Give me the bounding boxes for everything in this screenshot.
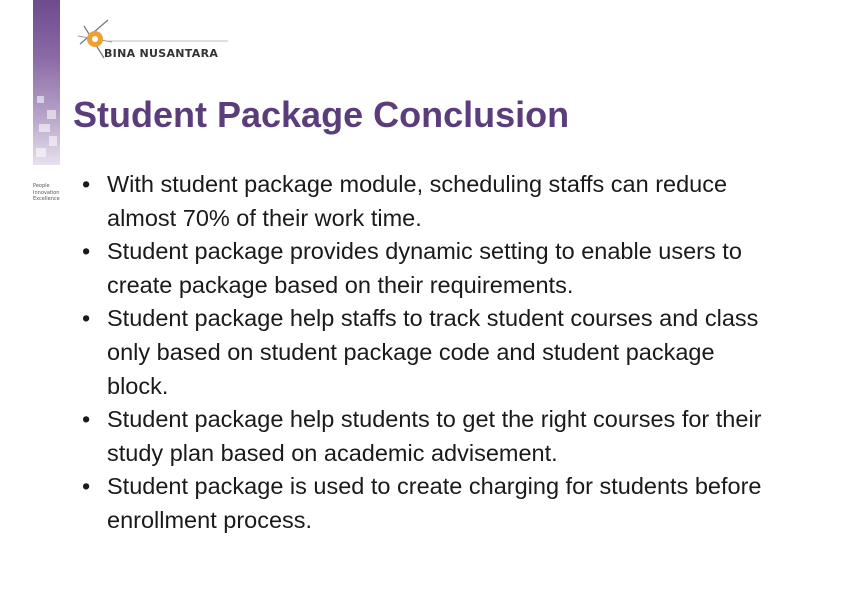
slide-title: Student Package Conclusion [73,94,570,135]
bullet-text: Student package help students to get the right courses for their study plan based on academic advisement. [107,406,762,466]
bullet-text: Student package provides dynamic setting to enable users to create package based on their requirements. [107,238,742,298]
tagline-line: Excellence [33,196,60,202]
bullet-icon: • [82,238,91,265]
bullet-icon: • [82,473,91,500]
bullet-icon: • [82,406,91,433]
tagline-line: People [33,183,50,189]
bullet-item [82,403,762,470]
bullet-item [82,168,762,235]
bullet-text: Student package help staffs to track student courses and class only based on student package code and student package block. [107,305,759,399]
decorative-side-bar [33,0,60,165]
bullet-icon: • [82,171,91,197]
brand-name: BINA NUSANTARA [104,47,219,60]
bullet-item [82,470,762,537]
bullet-item [82,302,762,403]
bullet-item [82,235,762,302]
tagline-line: Innovation [33,189,60,196]
brand-tagline [33,183,69,203]
bullet-text: With student package module, scheduling staffs can reduce almost 70% of their work time. [107,171,728,231]
bullet-list [82,168,762,538]
bullet-icon: • [82,305,91,332]
bullet-text: Student package is used to create charging for students before enrollment process. [107,473,762,533]
